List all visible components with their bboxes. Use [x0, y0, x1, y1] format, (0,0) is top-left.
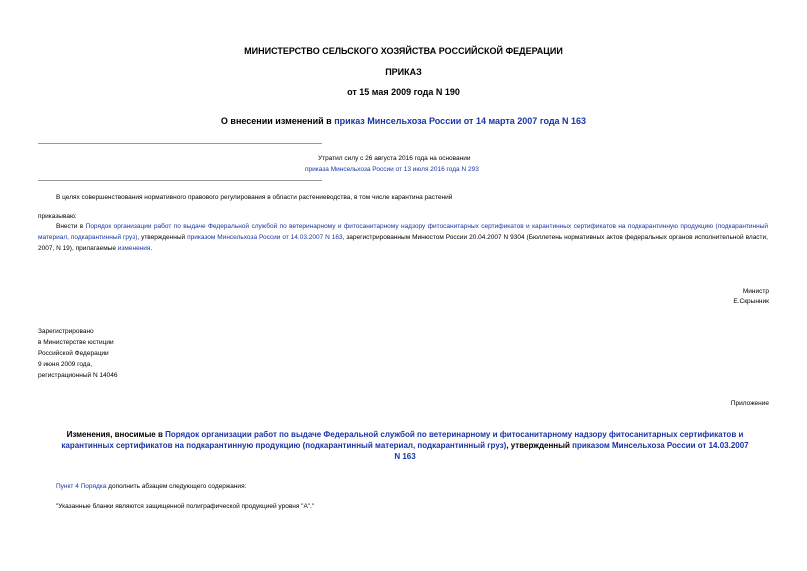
divider-bottom — [38, 180, 322, 181]
appendix-quote: "Указанные бланки являются защищенной полиграфической продукцией уровня "А"." — [56, 503, 315, 510]
order-date: от 15 мая 2009 года N 190 — [347, 87, 460, 97]
p-mid2: , зарегистрированным Минюстом России 20.04.2007 N 9304 (Бюллетень нормативных актов федеральных органов исполнительной власти, 2007, N 19), прилагаемые — [38, 234, 768, 252]
divider-top — [38, 143, 322, 144]
item-4-link[interactable]: Пункт 4 Порядка — [56, 483, 107, 490]
procedure-link[interactable]: Порядок организации работ по выдаче Федеральной службой по ветеринарному и фитосанитарному надзору фитосанитарных сертификатов и карантинных сертификатов на подкарантинную продукцию (подкарантинный материал, подкарантинный груз) — [38, 223, 768, 241]
p-mid1: , утвержденный — [137, 234, 188, 241]
order-163-link[interactable]: приказом Минсельхоза России от 14.03.2007 N 163 — [187, 234, 343, 241]
order-word: приказываю: — [38, 213, 77, 220]
subject-link[interactable]: приказ Минсельхоза России от 14 марта 2007 года N 163 — [334, 116, 587, 126]
registration-line-1: Зарегистрировано — [38, 328, 94, 335]
registration-line-3: Российской Федерации — [38, 350, 109, 357]
appendix-order-link[interactable]: приказом Минсельхоза России от 14.03.2007 N 163 — [394, 441, 749, 461]
ministry-heading: МИНИСТЕРСТВО СЕЛЬСКОГО ХОЗЯЙСТВА РОССИЙСКОЙ ФЕДЕРАЦИИ — [244, 46, 563, 56]
appendix-title — [60, 429, 750, 462]
signature-title: Министр — [742, 288, 769, 295]
registration-line-4: 9 июня 2009 года, — [38, 361, 93, 368]
changes-link[interactable]: изменения — [117, 245, 151, 252]
appendix-title-prefix: Изменения, вносимые в — [66, 430, 166, 439]
p-intro: Внести в — [56, 223, 86, 230]
repeal-notice-link[interactable]: приказа Минсельхоза России от 13 июля 2016 года N 293 — [305, 166, 479, 173]
appendix-label: Приложение — [730, 400, 769, 407]
appendix-item — [56, 481, 756, 492]
preamble: В целях совершенствования нормативного правового регулирования в области растениеводства, в том числе карантина растений — [56, 194, 453, 201]
appendix-item-text: дополнить абзацем следующего содержания: — [106, 483, 247, 490]
subject-prefix: О внесении изменений в — [220, 116, 335, 126]
main-paragraph — [38, 221, 768, 254]
order-subject — [0, 116, 807, 126]
registration-line-5: регистрационный N 14046 — [38, 372, 118, 379]
appendix-procedure-link[interactable]: Порядок организации работ по выдаче Федеральной службой по ветеринарному и фитосанитарному надзору фитосанитарных сертификатов и карантинных сертификатов на подкарантинную продукцию (подкарантинный материал, подкарантинный груз) — [61, 430, 744, 450]
registration-line-2: в Министерстве юстиции — [38, 339, 114, 346]
appendix-title-mid: , утвержденный — [506, 441, 573, 450]
order-heading: ПРИКАЗ — [385, 67, 422, 77]
signature-name: Е.Скрынник — [733, 298, 769, 305]
p-end: . — [150, 245, 153, 252]
repeal-notice-line: Утратил силу с 26 августа 2016 года на основании — [318, 155, 471, 162]
